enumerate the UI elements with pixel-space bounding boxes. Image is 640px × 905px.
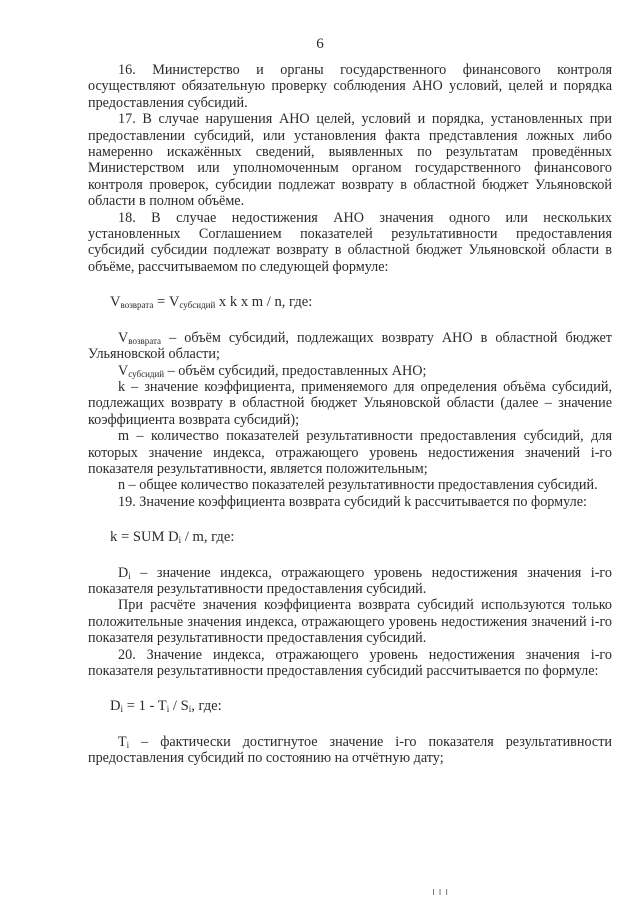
paragraph-17: 17. В случае нарушения АНО целей, условий и порядка, установленных при предоставлении субсидий, или установления факта представления ложных либо намеренно искажённых сведений, выявленных по результатам проведённых Министерством или уполномоченным органом государственного финансового контроля проверок, субсидии подлежат возврату в областной бюджет Ульяновской области в полном объёме. xyxy=(88,111,612,210)
definition-v-subsidiy: $V_{субсидий}$ – объём субсидий, предоставленных АНО; xyxy=(118,362,427,379)
paragraph-18: 18. В случае недостижения АНО значения одного или нескольких установленных Соглашением показателей результативности предоставления субсидий субсидии подлежат возврату в областной бюджет Ульяновской области в объёме, рассчитываемом по следующей формуле: xyxy=(88,209,612,275)
definition-ti: $T_i$ – фактически достигнутое значение i-го показателя результативности предоставления субсидий по состоянию на отчётную дату; xyxy=(88,733,612,767)
formula-index-di: $D_i = 1 - T_i / S_i$, где: xyxy=(110,698,222,715)
paragraph-20: 20. Значение индекса, отражающего уровень недостижения значения i-го показателя результативности предоставления субсидий рассчитывается по формуле: xyxy=(88,646,612,679)
formula-return-volume: $V_{возврата} = V_{субсидий}$ х k х m / n, где: xyxy=(110,294,313,311)
footer-scan-mark: ı ı ı xyxy=(432,885,449,898)
definition-v-vozvrata: $V_{возврата}$ – объём субсидий, подлежащих возврату АНО в областной бюджет Ульяновской области; xyxy=(88,329,612,363)
definition-n: n – общее количество показателей результативности предоставления субсидий. xyxy=(118,477,598,494)
document-body xyxy=(88,62,612,767)
definition-m: m – количество показателей результативности предоставления субсидий, для которых значение индекса, отражающего уровень недостижения значений i-го показателя результативности, является положительным; xyxy=(88,428,612,477)
paragraph-calculation-note: При расчёте значения коэффициента возврата субсидий используются только положительные значения индекса, отражающего уровень недостижения значений i-го показателя результативности предоставления субсидий. xyxy=(88,597,612,647)
definition-k: k – значение коэффициента, применяемого для определения объёма субсидий, подлежащих возврату в областной бюджет Ульяновской области (далее – значение коэффициента возврата субсидий); xyxy=(88,378,612,428)
page-number: 6 xyxy=(316,36,324,52)
formula-coefficient-k: k = SUM $D_i$ / m, где: xyxy=(110,529,235,546)
paragraph-19: 19. Значение коэффициента возврата субсидий k рассчитывается по формуле: xyxy=(118,493,587,510)
paragraph-16: 16. Министерство и органы государственного финансового контроля осуществляют обязательную проверку соблюдения АНО условий, целей и порядка предоставления субсидий. xyxy=(88,62,612,111)
definition-di: $D_i$ – значение индекса, отражающего уровень недостижения значения i-го показателя результативности предоставления субсидий. xyxy=(88,564,612,597)
